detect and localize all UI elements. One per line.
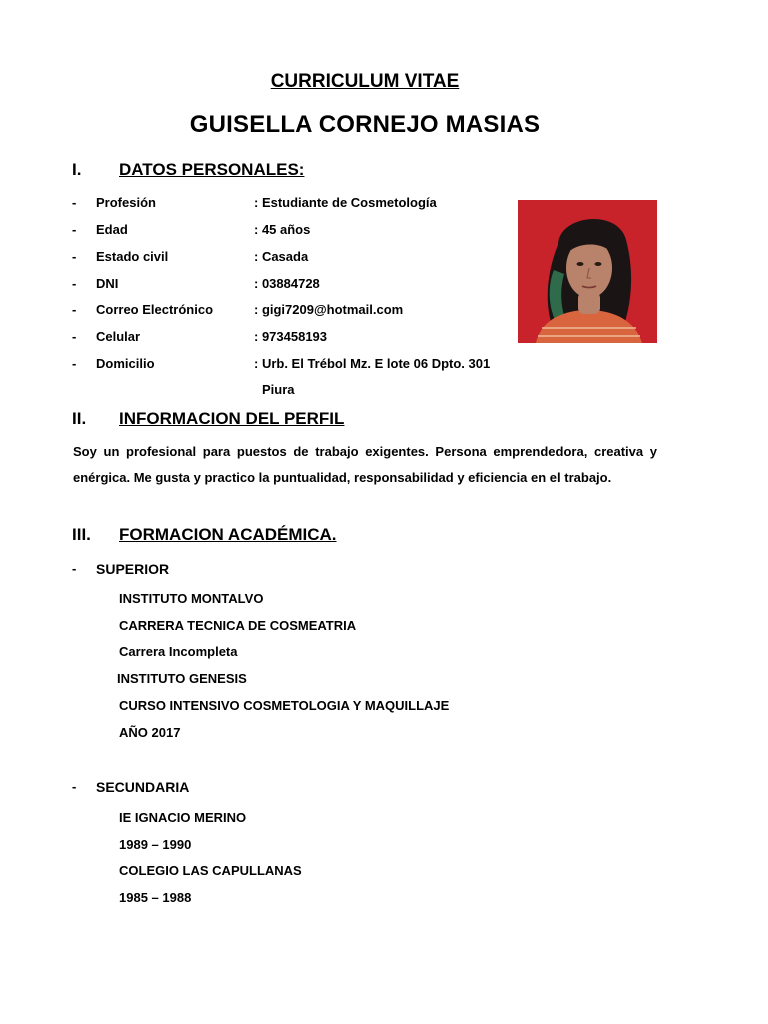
bullet-dash: - bbox=[72, 561, 77, 576]
personal-label: Celular bbox=[96, 329, 141, 344]
personal-value: : 973458193 bbox=[254, 329, 328, 344]
personal-value: : Estudiante de Cosmetología bbox=[254, 195, 437, 210]
bullet-dash: - bbox=[72, 276, 77, 291]
section-education-number: III. bbox=[72, 525, 91, 544]
bullet-dash: - bbox=[72, 222, 77, 237]
personal-label: Estado civil bbox=[96, 249, 169, 264]
profile-paragraph bbox=[73, 439, 657, 491]
candidate-name: GUISELLA CORNEJO MASIAS bbox=[189, 111, 541, 138]
personal-label: Profesión bbox=[96, 195, 156, 210]
bullet-dash: - bbox=[72, 779, 77, 794]
education-entry: COLEGIO LAS CAPULLANAS bbox=[119, 863, 302, 878]
section-education-title: FORMACION ACADÉMICA. bbox=[119, 525, 337, 544]
profile-line-1: Soy un profesional para puestos de trabajo exigentes. Persona emprendedora, creativa y bbox=[73, 444, 657, 459]
personal-value: : Urb. El Trébol Mz. E lote 06 Dpto. 301 bbox=[254, 356, 491, 371]
education-entry: CARRERA TECNICA DE COSMEATRIA bbox=[119, 618, 357, 633]
personal-label: Correo Electrónico bbox=[96, 302, 214, 317]
personal-value-line2: Piura bbox=[262, 382, 295, 397]
personal-value: : 03884728 bbox=[254, 276, 320, 291]
left-eye bbox=[577, 262, 584, 266]
education-entry: Carrera Incompleta bbox=[119, 644, 238, 659]
bullet-dash: - bbox=[72, 329, 77, 344]
education-entry: 1989 – 1990 bbox=[119, 837, 192, 852]
personal-value: : 45 años bbox=[254, 222, 311, 237]
document-title: CURRICULUM VITAE bbox=[270, 71, 460, 92]
superior-heading: SUPERIOR bbox=[96, 561, 170, 577]
section-personal-title: DATOS PERSONALES: bbox=[119, 160, 305, 179]
right-eye bbox=[595, 262, 602, 266]
personal-value: : Casada bbox=[254, 249, 309, 264]
bullet-dash: - bbox=[72, 249, 77, 264]
education-entry: AÑO 2017 bbox=[119, 725, 181, 740]
personal-label: Domicilio bbox=[96, 356, 155, 371]
profile-line-2: enérgica. Me gusta y practico la puntualidad, responsabilidad y eficiencia en el trabajo. bbox=[73, 470, 612, 485]
portrait-image bbox=[518, 200, 657, 343]
profile-photo bbox=[518, 200, 657, 343]
education-entry: INSTITUTO GENESIS bbox=[117, 671, 247, 686]
bullet-dash: - bbox=[72, 302, 77, 317]
section-profile-title: INFORMACION DEL PERFIL bbox=[119, 409, 345, 428]
section-profile-number: II. bbox=[72, 409, 87, 428]
secundaria-heading: SECUNDARIA bbox=[96, 779, 190, 795]
education-entry: CURSO INTENSIVO COSMETOLOGIA Y MAQUILLAJE bbox=[119, 698, 450, 713]
bullet-dash: - bbox=[72, 356, 77, 371]
education-entry: 1985 – 1988 bbox=[119, 890, 192, 905]
section-personal-number: I. bbox=[72, 160, 82, 179]
education-entry: IE IGNACIO MERINO bbox=[119, 810, 247, 825]
personal-label: DNI bbox=[96, 276, 119, 291]
education-entry: INSTITUTO MONTALVO bbox=[119, 591, 264, 606]
bullet-dash: - bbox=[72, 195, 77, 210]
personal-value: : gigi7209@hotmail.com bbox=[254, 302, 404, 317]
personal-label: Edad bbox=[96, 222, 128, 237]
